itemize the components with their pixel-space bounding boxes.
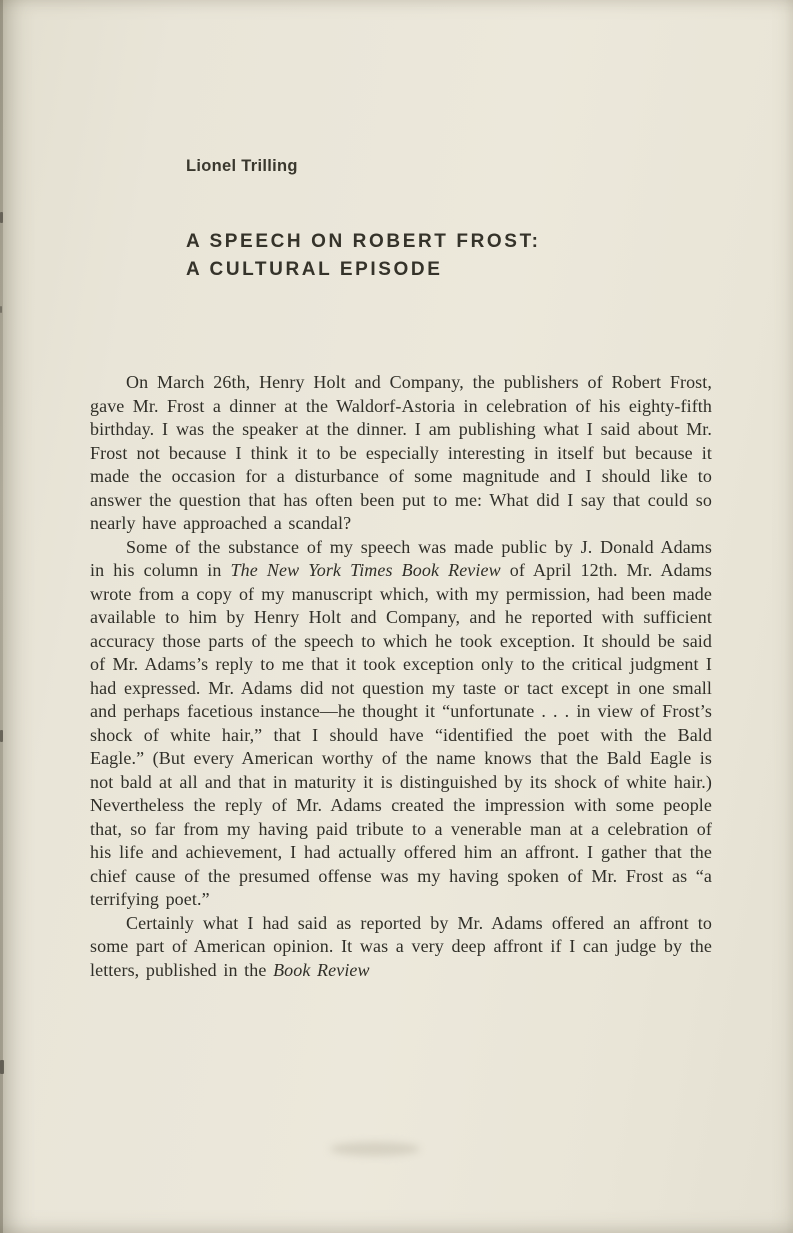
scan-smudge bbox=[330, 1142, 420, 1156]
text-segment: On March 26th, Henry Holt and Company, the publishers of Robert Frost, gave Mr. Frost a dinner at the Waldorf-Astoria in celebration of his eighty-fifth birthday. I was the speaker at the dinner. I am publishing what I said about Mr. Frost not because I think it to be especially interesting in itself but because it made the occasion for a disturbance of some magnitude and I should like to answer the question that has often been put to me: What did I say that could so nearly have approached a scandal? bbox=[90, 372, 712, 533]
article-body bbox=[90, 371, 712, 982]
text-segment: of April 12th. Mr. Adams wrote from a copy of my manuscript which, with my permission, had been made available to him by Henry Holt and Company, and he reported with sufficient accuracy those parts of the speech to which he took exception. It should be said of Mr. Adams’s reply to me that it took exception only to the critical judgment I had expressed. Mr. Adams did not question my taste or tact except in one small and perhaps facetious instance—he thought it “unfortunate . . . in view of Frost’s shock of white hair,” that I should have “identified the poet with the Bald Eagle.” (But every American worthy of the name knows that the Bald Eagle is not bald at all and that in maturity it is distinguished by its shock of white hair.) Nevertheless the reply of Mr. Adams created the impression with some people that, so far from my having paid tribute to a venerable man at a celebration of his life and achievement, I had actually offered him an affront. I gather that the chief cause of the presumed offense was my having spoken of Mr. Frost as “a terrifying poet.” bbox=[90, 560, 712, 909]
title-line-1: A SPEECH ON ROBERT FROST: bbox=[186, 231, 541, 252]
scan-artifact bbox=[0, 1060, 4, 1074]
paragraph-2 bbox=[90, 536, 712, 912]
article-title bbox=[186, 228, 541, 284]
scan-binding-edge bbox=[0, 0, 3, 1233]
scan-artifact bbox=[0, 212, 3, 223]
text-segment-italic: Book Review bbox=[273, 959, 370, 980]
title-line-2: A CULTURAL EPISODE bbox=[186, 259, 443, 280]
scan-artifact bbox=[0, 730, 3, 742]
paragraph-1 bbox=[90, 371, 712, 536]
text-segment: Certainly what I had said as reported by Mr. Adams offered an affront to some part of American opinion. It was a very deep affront if I can judge by the letters, published in the bbox=[90, 912, 712, 980]
author-name: Lionel Trilling bbox=[186, 157, 298, 175]
text-segment: Some of the substance of my speech was made public by J. Donald Adams in his column in bbox=[90, 536, 712, 580]
text-segment-italic: The New York Times Book Review bbox=[230, 560, 501, 580]
scan-artifact bbox=[0, 306, 2, 313]
paragraph-3 bbox=[90, 912, 712, 983]
